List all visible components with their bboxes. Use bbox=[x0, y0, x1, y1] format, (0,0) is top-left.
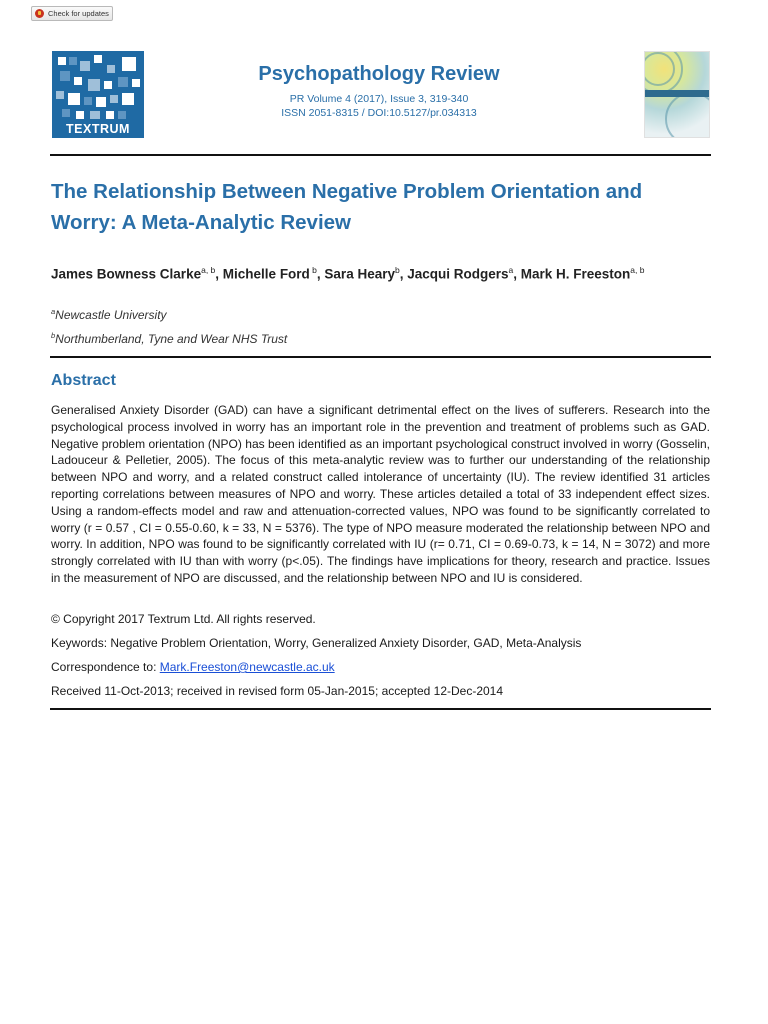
author-separator: , bbox=[399, 266, 408, 282]
publisher-logo-text: TEXTRUM bbox=[66, 122, 130, 136]
author-name: Jacqui Rodgers bbox=[407, 266, 509, 282]
author-affiliation-marker: a, b bbox=[201, 265, 216, 275]
journal-issn-line: ISSN 2051-8315 / DOI:10.5127/pr.034313 bbox=[281, 107, 477, 119]
correspondence-label: Correspondence to: bbox=[51, 660, 160, 674]
author-name: Sara Heary bbox=[324, 266, 395, 282]
check-for-updates-label: Check for updates bbox=[48, 9, 109, 18]
crossmark-icon bbox=[35, 9, 44, 18]
correspondence-line bbox=[51, 660, 335, 674]
author-name: Mark H. Freeston bbox=[520, 266, 631, 282]
copyright-line: © Copyright 2017 Textrum Ltd. All rights reserved. bbox=[51, 612, 316, 626]
abstract-body: Generalised Anxiety Disorder (GAD) can have a significant detrimental effect on the lives of sufferers. Research into the psychological process involved in worry has an important role in the prevention and treatment of problems such as GAD. Negative problem orientation (NPO) has been identified as an important psychological construct involved in worry (Gosselin, Ladouceur & Pelletier, 2005). The focus of this meta-analytic review was to further our understanding of the relationship between NPO and worry, and a related construct called intolerance of uncertainty (IU). The review identified 31 articles reporting correlations between measures of NPO and worry. These articles detailed a total of 33 independent effect sizes. Using a random-effects model and raw and attenuation-corrected values, NPO was found to be significantly correlated to worry (r = 0.57 , CI = 0.55-0.60, k = 33, N = 5376). The type of NPO measure moderated the relationship between NPO and worry. In addition, NPO was found to be significantly correlated with IU (r= 0.71, CI = 0.69-0.73, k = 14, N = 3072) and more strongly correlated with IU than with worry (p<.05). The findings have implications for theory, research and practice. Issues in the measurement of NPO are discussed, and the relationship between NPO and IU is considered. bbox=[51, 403, 710, 585]
abstract-heading: Abstract bbox=[51, 372, 116, 389]
received-dates-line: Received 11-Oct-2013; received in revised form 05-Jan-2015; accepted 12-Dec-2014 bbox=[51, 684, 504, 698]
affiliation-a-text: Newcastle University bbox=[55, 308, 167, 322]
keywords-line: Keywords: Negative Problem Orientation, Worry, Generalized Anxiety Disorder, GAD, Meta-Analysis bbox=[51, 636, 582, 650]
author-affiliation-marker: b bbox=[309, 265, 317, 275]
affiliation-a-marker: a bbox=[51, 307, 56, 316]
section-rule bbox=[50, 356, 711, 358]
author-separator: , bbox=[215, 266, 223, 282]
author-separator: , bbox=[316, 266, 325, 282]
author-list bbox=[51, 260, 711, 285]
correspondence-email-link[interactable]: Mark.Freeston@newcastle.ac.uk bbox=[159, 660, 335, 674]
check-for-updates-button[interactable] bbox=[31, 6, 113, 21]
author-affiliation-marker: b bbox=[394, 265, 400, 275]
author-separator: , bbox=[513, 266, 521, 282]
affiliation-a bbox=[51, 307, 167, 322]
author-affiliation-marker: a, b bbox=[630, 265, 645, 275]
journal-volume-line: PR Volume 4 (2017), Issue 3, 319-340 bbox=[289, 93, 469, 105]
author-name: Michelle Ford bbox=[222, 266, 310, 282]
article-title: The Relationship Between Negative Problem Orientation and Worry: A Meta-Analytic Review bbox=[51, 180, 643, 234]
affiliation-b bbox=[51, 331, 287, 346]
footer-rule bbox=[50, 708, 711, 710]
author-affiliation-marker: a bbox=[508, 265, 514, 275]
affiliation-b-marker: b bbox=[51, 331, 56, 340]
journal-cover-image bbox=[644, 51, 710, 138]
author-name: James Bowness Clarke bbox=[51, 266, 202, 282]
header-rule bbox=[50, 154, 711, 156]
journal-name: Psychopathology Review bbox=[258, 63, 500, 85]
publisher-logo bbox=[52, 51, 144, 138]
affiliation-b-text: Northumberland, Tyne and Wear NHS Trust bbox=[55, 332, 288, 346]
